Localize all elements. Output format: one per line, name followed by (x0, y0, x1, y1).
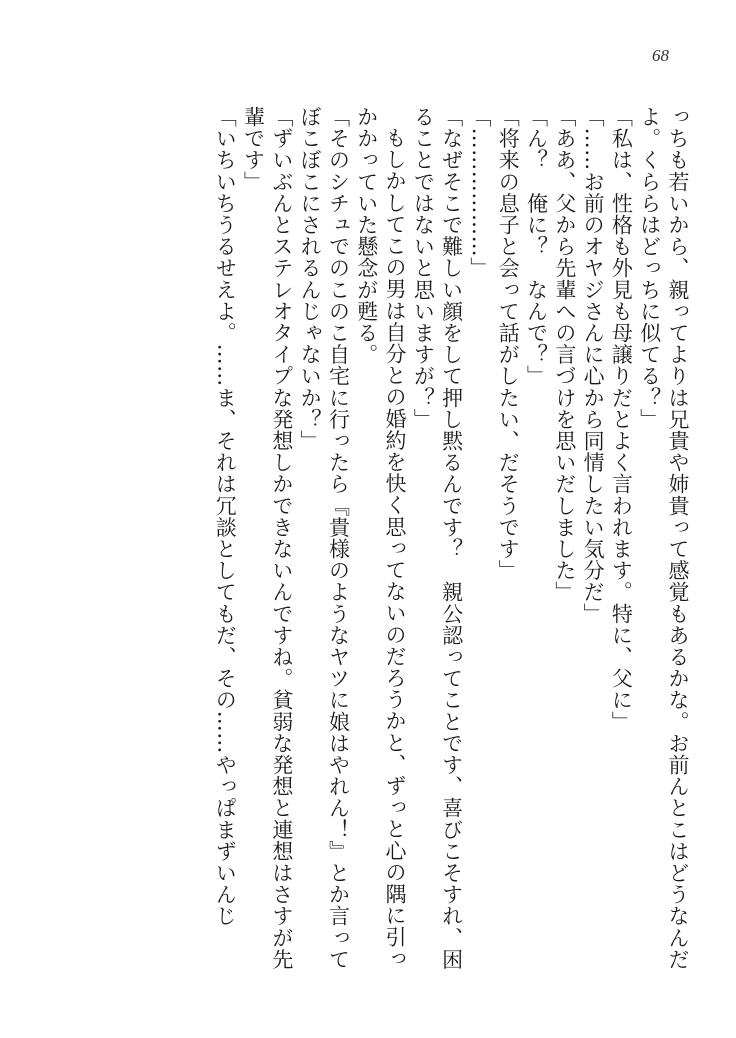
paragraph: 「いちいちうるせえよ。……ま、それは冗談としてもだ、その……やっぱまずいんじ (213, 106, 238, 927)
paragraph: もしかしてこの男は自分との婚約を快く思ってないのだろうかと、ずっと心の隅に引っかかっていた懸念が甦る。 (354, 106, 408, 970)
paragraph: 「ずいぶんとステレオタイプな発想しかできないんですね。貧弱な発想と連想はさすが先輩です」 (241, 106, 294, 970)
paragraph: 「私は、性格も外見も母譲りだとよく言われます。特に、父に」 (609, 106, 634, 733)
paragraph: 「なぜそこで難しい顔をして押し黙るんです？ 親公認ってことです、喜びこそすれ、困ることではないと思いますが？」 (411, 106, 464, 970)
paragraph: 「将来の息子と会って話がしたい、だそうです」 (496, 106, 521, 582)
paragraph: 「ん？ 俺に？ なんで？」 (524, 106, 549, 387)
body-text (211, 106, 692, 986)
page-number: 68 (652, 46, 669, 65)
paragraph: っちも若いから、親ってよりは兄貴や姉貴って感覚もあるかな。お前んとこはどうなんだよ。くららはどっちに似てる？」 (637, 106, 690, 970)
paragraph: 「………………」 (467, 106, 492, 279)
paragraph: 「そのシチュでのこのこ自宅に行ったら『貴様のようなヤツに娘はやれん！』とか言ってぼこぼこにされるんじゃないか？」 (298, 106, 351, 970)
paragraph: 「……お前のオヤジさんに心から同情したい気分だ」 (581, 106, 606, 625)
paragraph: 「ああ、父から先輩への言づけを思いだしました」 (552, 106, 577, 603)
